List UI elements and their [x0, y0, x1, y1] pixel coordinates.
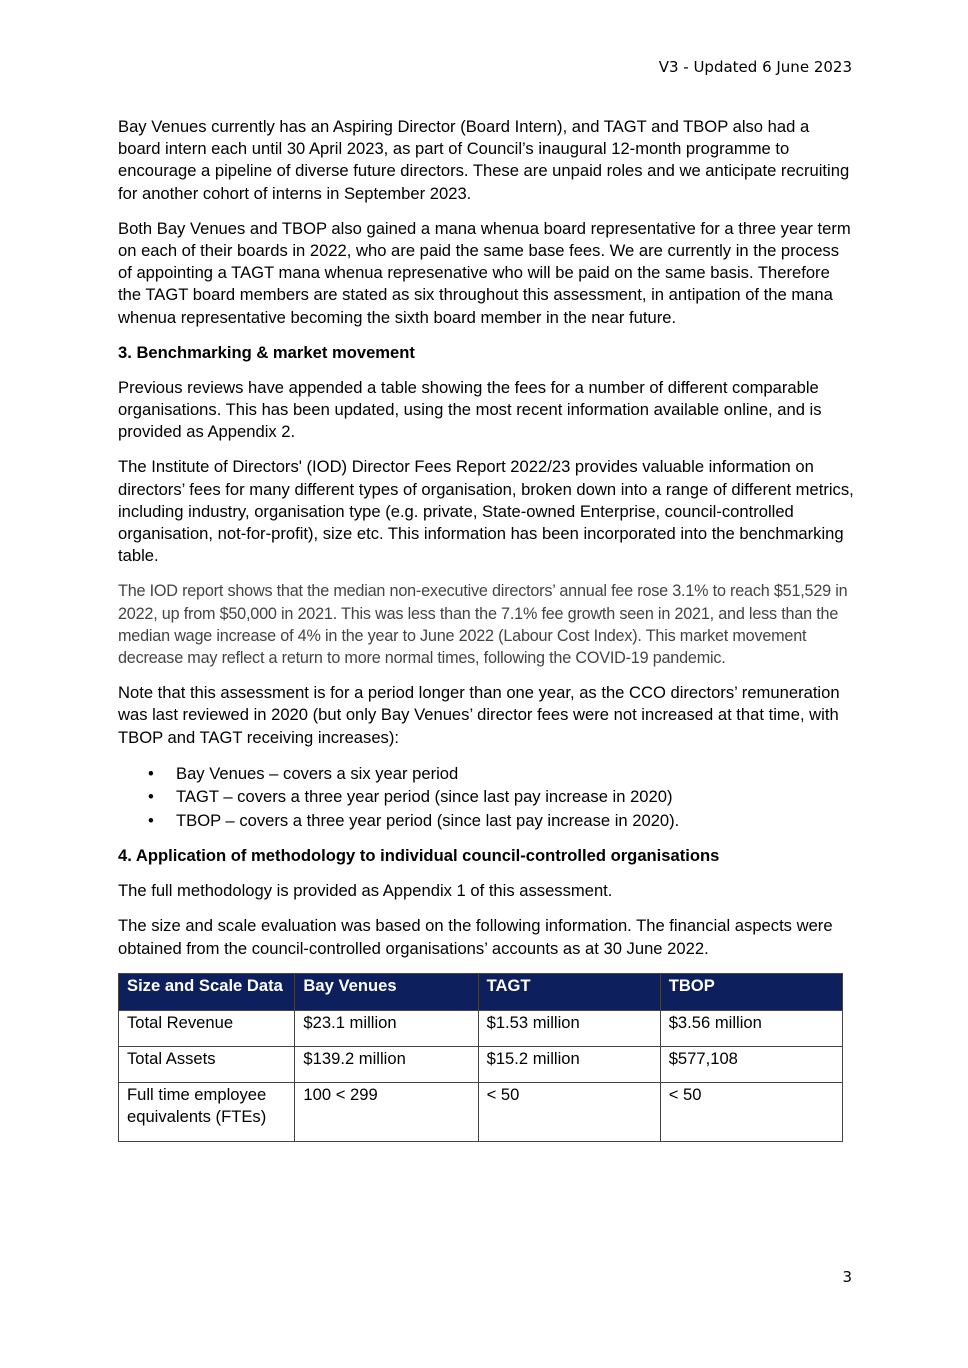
table-header-cell: Bay Venues: [295, 973, 478, 1010]
paragraph-board-interns: Bay Venues currently has an Aspiring Director (Board Intern), and TAGT and TBOP also had a board intern each until 30 April 2023, as part of Council’s inaugural 12-month programme to encourage a pipeline of diverse future directors. These are unpaid roles and we anticipate recruiting for another cohort of interns in September 2023.: [118, 117, 850, 203]
table-header-cell: TBOP: [660, 973, 842, 1010]
table-row: [119, 1010, 843, 1046]
list-item: • Bay Venues – covers a six year period: [176, 762, 854, 785]
size-scale-table: [118, 973, 843, 1142]
table-cell: $577,108: [660, 1046, 842, 1082]
paragraph-previous-reviews: Previous reviews have appended a table showing the fees for a number of different comparable organisations. This has been updated, using the most recent information available online, and is provided as Appendix 2.: [118, 377, 822, 442]
paragraph-size-scale: The size and scale evaluation was based on the following information. The financial aspects were obtained from the council-controlled organisations’ accounts as at 30 June 2022.: [118, 916, 833, 958]
table-cell: < 50: [478, 1082, 660, 1141]
bullet-icon: •: [148, 787, 154, 807]
table-cell: $1.53 million: [478, 1010, 660, 1046]
table-cell: $3.56 million: [660, 1010, 842, 1046]
table-row: [119, 1082, 843, 1141]
table-cell: 100 < 299: [295, 1082, 478, 1141]
paragraph-iod-report: The Institute of Directors' (IOD) Director Fees Report 2022/23 provides valuable information on directors’ fees for many different types of organisation, broken down into a range of different metrics, including industry, organisation type (e.g. private, State-owned Enterprise, council-controlled organisation, not-for-profit), size etc. This information has been incorporated into the benchmarking table.: [118, 457, 854, 566]
list-item: • TBOP – covers a three year period (since last pay increase in 2020).: [176, 809, 854, 832]
assessment-period-list: [118, 762, 854, 832]
paragraph-full-methodology: The full methodology is provided as Appendix 1 of this assessment.: [118, 881, 613, 901]
page-number: 3: [842, 1268, 852, 1286]
table-cell: $23.1 million: [295, 1010, 478, 1046]
list-item: • TAGT – covers a three year period (since last pay increase in 2020): [176, 785, 854, 808]
document-version-header: V3 - Updated 6 June 2023: [658, 58, 852, 76]
section-heading-methodology: 4. Application of methodology to individual council-controlled organisations: [118, 846, 720, 866]
table-row: [119, 1046, 843, 1082]
table-cell: $139.2 million: [295, 1046, 478, 1082]
table-cell: Total Revenue: [119, 1010, 295, 1046]
table-cell: Full time employee equivalents (FTEs): [119, 1082, 295, 1141]
paragraph-mana-whenua: Both Bay Venues and TBOP also gained a mana whenua board representative for a three year term on each of their boards in 2022, who are paid the same base fees. We are currently in the process of appointing a TAGT mana whenua represenative who will be paid on the same basis. Therefore the TAGT board members are stated as six throughout this assessment, in antipation of the mana whenua representative becoming the sixth board member in the near future.: [118, 218, 851, 327]
table-cell: $15.2 million: [478, 1046, 660, 1082]
paragraph-iod-median-fee: The IOD report shows that the median non-executive directors’ annual fee rose 3.1% to reach $51,529 in 2022, up from $50,000 in 2021. This was less than the 7.1% fee growth seen in 2021, and less than the median wage increase of 4% in the year to June 2022 (Labour Cost Index). This market movement decrease may reflect a return to more normal times, following the COVID-19 pandemic.: [118, 582, 848, 668]
bullet-icon: •: [148, 810, 154, 830]
table-header-row: [119, 973, 843, 1010]
bullet-icon: •: [148, 763, 154, 783]
table-cell: < 50: [660, 1082, 842, 1141]
table-cell: Total Assets: [119, 1046, 295, 1082]
paragraph-assessment-period: Note that this assessment is for a period longer than one year, as the CCO directors’ remuneration was last reviewed in 2020 (but only Bay Venues’ director fees were not increased at that time, with TBOP and TAGT receiving increases):: [118, 683, 840, 747]
table-header-cell: Size and Scale Data: [119, 973, 295, 1010]
page-content: [118, 116, 854, 1142]
section-heading-benchmarking: 3. Benchmarking & market movement: [118, 342, 415, 362]
table-header-cell: TAGT: [478, 973, 660, 1010]
